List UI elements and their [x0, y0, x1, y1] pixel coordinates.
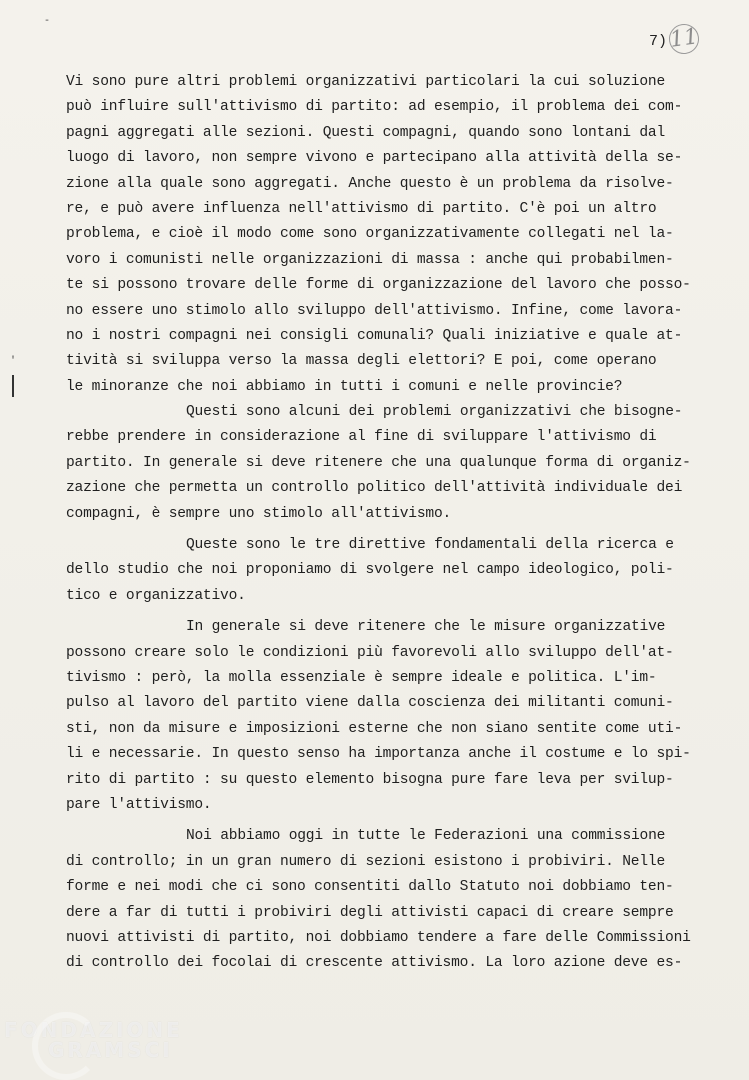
text-line: tivismo : però, la molla essenziale è sempre ideale e politica. L'im-: [66, 669, 657, 686]
text-line: tico e organizzativo.: [66, 587, 246, 604]
handwritten-page-number: 11: [667, 22, 701, 56]
text-line: le minoranze che noi abbiamo in tutti i comuni e nelle provincie?: [66, 378, 623, 395]
text-line: rebbe prendere in considerazione al fine di sviluppare l'attivismo di: [66, 429, 657, 446]
text-line: sti, non da misure e imposizioni esterne che non siano sentite come uti-: [66, 720, 683, 737]
text-line: nuovi attivisti di partito, noi dobbiamo tendere a fare delle Commissioni: [66, 929, 691, 946]
archive-watermark: [4, 1020, 183, 1060]
margin-line-mark: [12, 375, 14, 397]
text-line: Vi sono pure altri problemi organizzativi particolari la cui soluzione: [66, 74, 666, 90]
text-line: te si possono trovare delle forme di organizzazione del lavoro che posso-: [66, 277, 691, 294]
page-number: [649, 24, 699, 54]
text-line: pulso al lavoro del partito viene dalla coscienza dei militanti comuni-: [66, 695, 674, 712]
paragraph-4: [66, 615, 706, 818]
text-line: In generale si deve ritenere che le misure organizzative: [186, 619, 666, 636]
watermark-logo-icon: [32, 1012, 100, 1080]
text-line: pare l'attivismo.: [66, 796, 212, 813]
margin-dot-mark: ': [10, 356, 17, 367]
text-line: partito. In generale si deve ritenere che una qualunque forma di organiz-: [66, 454, 691, 471]
text-line: compagni, è sempre uno stimolo all'attivismo.: [66, 505, 452, 522]
text-line: no i nostri compagni nei consigli comunali? Quali iniziative e quale at-: [66, 327, 683, 344]
corner-tick-mark: -: [44, 16, 51, 27]
text-line: forme e nei modi che ci sono consentiti dallo Statuto noi dobbiamo ten-: [66, 879, 674, 896]
text-line: dello studio che noi proponiamo di svolgere nel campo ideologico, poli-: [66, 562, 674, 579]
text-line: pagni aggregati alle sezioni. Questi compagni, quando sono lontani dal: [66, 124, 666, 141]
text-line: può influire sull'attivismo di partito: ad esempio, il problema dei com-: [66, 99, 683, 116]
paragraph-2: [66, 400, 706, 527]
text-line: zione alla quale sono aggregati. Anche questo è un problema da risolve-: [66, 175, 674, 192]
typed-page-number: 7): [648, 33, 667, 50]
watermark-line-2: GRAMSCI: [48, 1038, 173, 1062]
text-line: rito di partito : su questo elemento bisogna pure fare leva per svilup-: [66, 771, 674, 788]
text-line: Queste sono le tre direttive fondamentali della ricerca e: [186, 537, 674, 554]
typed-text-body: [66, 70, 706, 977]
paragraph-5: [66, 824, 706, 976]
watermark-line-1: FONDAZIONE: [4, 1018, 183, 1042]
text-line: possono creare solo le condizioni più favorevoli allo sviluppo dell'at-: [66, 644, 674, 661]
text-line: voro i comunisti nelle organizzazioni di massa : anche qui probabilmen-: [66, 251, 674, 268]
text-line: tività si sviluppa verso la massa degli elettori? E poi, come operano: [66, 353, 657, 370]
text-line: problema, e cioè il modo come sono organizzativamente collegati nel la-: [66, 226, 674, 243]
paragraph-1: [66, 70, 706, 400]
text-line: re, e può avere influenza nell'attivismo di partito. C'è poi un altro: [66, 200, 657, 217]
text-line: li e necessarie. In questo senso ha importanza anche il costume e lo spi-: [66, 746, 691, 763]
text-line: Noi abbiamo oggi in tutte le Federazioni una commissione: [186, 828, 666, 845]
text-line: dere a far di tutti i probiviri degli attivisti capaci di creare sempre: [66, 904, 674, 921]
text-line: Questi sono alcuni dei problemi organizzativi che bisogne-: [186, 404, 683, 421]
text-line: luogo di lavoro, non sempre vivono e partecipano alla attività della se-: [66, 150, 683, 167]
text-line: no essere uno stimolo allo sviluppo dell'attivismo. Infine, come lavora-: [66, 302, 683, 319]
text-line: zazione che permetta un controllo politico dell'attività individuale dei: [66, 480, 683, 497]
text-line: di controllo; in un gran numero di sezioni esistono i probiviri. Nelle: [66, 853, 666, 870]
text-line: di controllo dei focolai di crescente attivismo. La loro azione deve es-: [66, 955, 683, 972]
paragraph-3: [66, 533, 706, 609]
